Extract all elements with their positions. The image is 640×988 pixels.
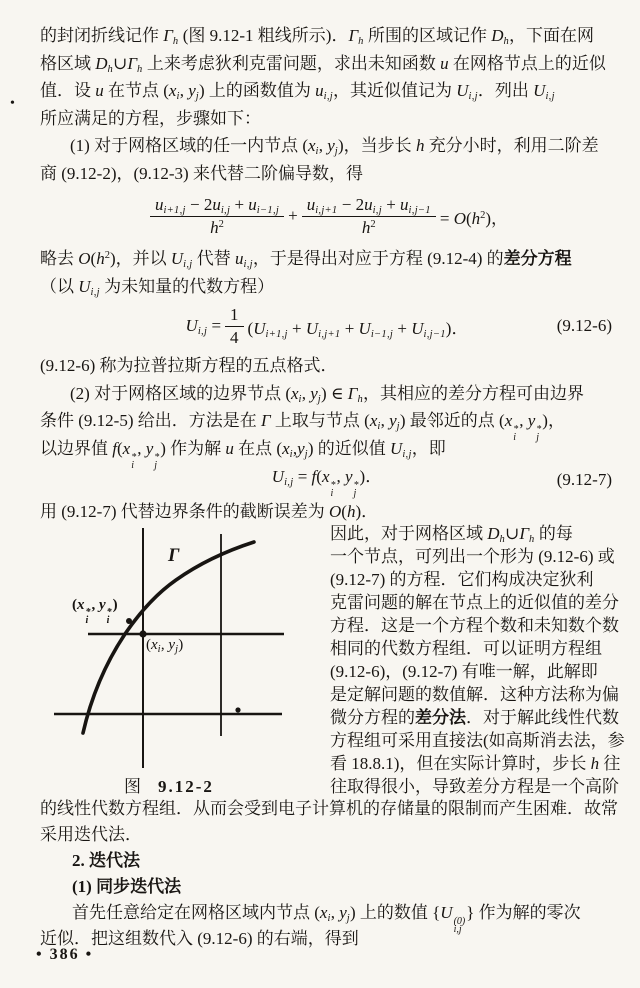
text-line: 商 (9.12-2)，(9.12-3) 来代替二阶偏导数，得 [40, 163, 363, 183]
node-point-label: ($x_i$, $y_j$) [146, 636, 184, 655]
fraction: $\frac{1}{4}$ [225, 305, 244, 347]
equation-body: $U_{i,j} = f(x$ * i , y * j )． [271, 467, 383, 499]
text-line: 微分方程的差分法．对于解此线性代数 [330, 707, 619, 727]
equation-9-12-7 [40, 462, 614, 498]
text-line: 首先任意给定在网格区域内节点 ($x_i$, $y_j$) 上的数值 {U (0) i,j } 作为解的零次 [72, 902, 581, 935]
page-content [40, 0, 625, 952]
text-line: 条件 (9.12-5) 给出．方法是在 Γ 上取与节点 ($x_i$, $y_j$) 最邻近的点 (x * i , y * j )， [40, 411, 565, 443]
text-line: 方程组可采用直接法(如高斯消去法，参 [330, 730, 625, 750]
section-heading-iteration: 2. 迭代法 [72, 850, 140, 870]
text-line: 是定解问题的数值解．这种方法称为偏 [330, 684, 619, 704]
text-line: 值．设 u 在节点 ($x_i$, $y_j$) 上的函数值为 $u_{i,j}$，其近似值记为 $U_{i,j}$．列出 $U_{i,j}$ [40, 81, 555, 102]
text-line: 略去 $O(h^2)$，并以 $U_{i,j}$ 代替 $u_{i,j}$，于是得出对应于方程 (9.12-4) 的差分方程 [40, 249, 572, 270]
text-line: 克雷问题的解在节点上的近似值的差分 [330, 592, 619, 612]
equation-rhs: = $O(h^2)$， [439, 208, 509, 228]
subsection-heading-simultaneous-iteration: (1) 同步迭代法 [72, 876, 182, 896]
text-line: 采用迭代法． [40, 824, 142, 844]
text-line: 格区域 $D_h\cup\Gamma_h$ 上来考虑狄利克雷问题，求出未知函数 u 在网格节点上的近似 [40, 53, 606, 75]
boundary-point-label: (x * i , y * i ) [72, 596, 118, 626]
margin-mark-dot: • [10, 96, 15, 111]
text-line-step2: (2) 对于网格区域的边界节点 ($x_i$, $y_j$) ∈ $\Gamma_h$，其相应的差分方程可由边界 [70, 383, 584, 405]
text-line: 用 (9.12-7) 代替边界条件的截断误差为 O(h)． [40, 502, 379, 521]
text-line: (9.12-6) 称为拉普拉斯方程的五点格式． [40, 356, 338, 375]
text-line: 一个节点，可列出一个形为 (9.12-6) 或 [330, 546, 615, 566]
text-line: 因此，对于网格区域 $D_h\cup\Gamma_h$ 的每 [330, 523, 573, 545]
figure-caption: 图 9.12-2 [124, 776, 214, 796]
equation-difference-quotient [40, 187, 614, 245]
text-line: 看 18.8.1)，但在实际计算时，步长 h 往 [330, 753, 621, 773]
text-line: 的封闭折线记作 $\Gamma_h$ (图 9.12-1 粗线所示)．$\Gamma_h$ 所围的区域记作 $D_h$，下面在网 [40, 26, 595, 47]
text-line: （以 $U_{i,j}$ 为未知量的代数方程） [40, 276, 275, 298]
equation-rhs: $(U_{i+1,j} + U_{i,j+1} + U_{i-1,j} + U_{i,j-1})$． [247, 318, 469, 340]
boundary-point [126, 618, 132, 624]
gamma-curve-label: Γ [168, 544, 180, 566]
stray-dot [235, 707, 240, 712]
right-text-column [326, 522, 625, 798]
equation-number: (9.12-7) [556, 470, 612, 489]
figure-9-12-2 [48, 526, 326, 796]
text-line: 方程．这是一个方程个数和未知数个数 [330, 615, 619, 635]
text-line-step1: (1) 对于网格区域的任一内节点 ($x_i$, $y_j$)，当步长 h 充分小时，利用二阶差 [70, 136, 599, 157]
text-line: 所应满足的方程，步骤如下： [40, 108, 261, 128]
equation-9-12-6 [40, 300, 614, 352]
text-line: 近似．把这组数代入 (9.12-6) 的右端，得到 [40, 928, 359, 948]
plus-sign: + [288, 206, 298, 225]
fraction: $\frac{u_{i,j+1} - 2u_{i,j} + u_{i,j-1}}{h^2}$ [302, 195, 436, 237]
text-line: 往取得很小，导致差分方程是一个高阶 [330, 776, 619, 796]
fraction: $\frac{u_{i+1,j} - 2u_{i,j} + u_{i-1,j}}{h^2}$ [150, 195, 284, 237]
equation-number: (9.12-6) [556, 316, 612, 335]
grid-boundary-diagram [48, 526, 326, 771]
page-number: • 386 • [36, 946, 94, 963]
text-line: (9.12-7) 的方程．它们构成决定狄利 [330, 569, 594, 589]
figure-and-text-row [40, 523, 625, 796]
text-line: (9.12-6)，(9.12-7) 有唯一解，此解即 [330, 661, 598, 681]
text-line: 的线性代数方程组．从而会受到电子计算机的存储量的限制而产生困难．故常 [40, 798, 618, 818]
text-line: 以边界值 f(x * i , y * j ) 作为解 u 在点 $(x_i,y_j)$ 的近似值 $U_{i,j}$，即 [40, 438, 446, 471]
equation-lhs: $U_{i,j}$ = [185, 316, 222, 337]
text-line: 相同的代数方程组．可以证明方程组 [330, 638, 602, 658]
